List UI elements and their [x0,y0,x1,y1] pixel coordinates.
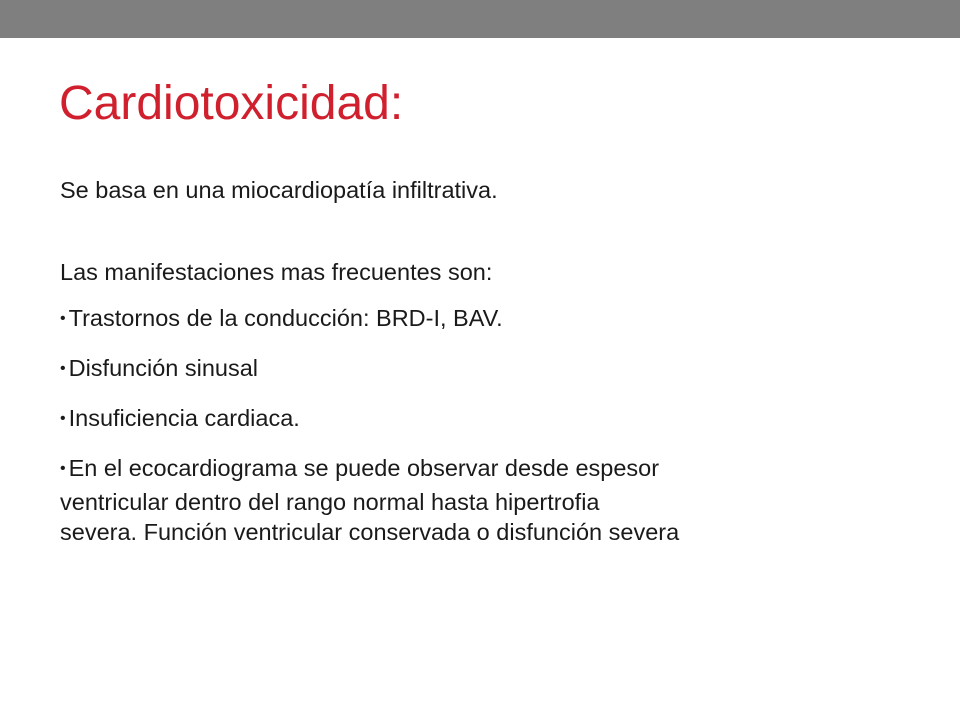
bullet-text-continuation: severa. Función ventricular conservada o disfunción severa [60,519,680,545]
subheading-text: Las manifestaciones mas frecuentes son: [60,259,493,285]
spacer [60,205,910,257]
bullet-text-continuation: ventricular dentro del rango normal hasta hipertrofia [60,489,600,515]
top-bar [0,0,960,38]
bullet-dot-icon: • [60,310,66,327]
bullet-text: Disfunción sinusal [68,355,259,381]
bullet-dot-icon: • [60,460,66,477]
intro-text: Se basa en una miocardiopatía infiltrativa. [60,177,498,203]
bullet-dot-icon: • [60,360,66,377]
bullet-text: Insuficiencia cardiaca. [68,405,300,431]
bullet-item [60,303,910,337]
slide-body [60,175,910,547]
bullet-text: Trastornos de la conducción: BRD-I, BAV. [68,305,503,331]
bullet-item [60,353,910,387]
bullet-list [60,303,910,547]
bullet-text: En el ecocardiograma se puede observar desde espesor [68,455,660,481]
bullet-item [60,403,910,437]
bullet-item [60,453,910,547]
slide-title: Cardiotoxicidad: [59,77,404,130]
bullet-dot-icon: • [60,410,66,427]
